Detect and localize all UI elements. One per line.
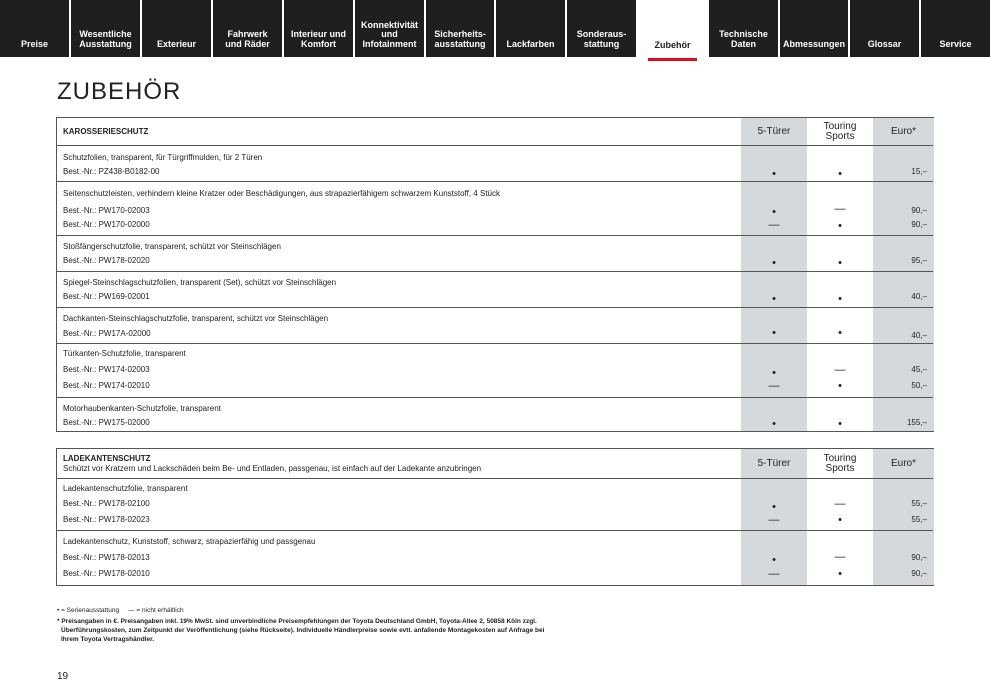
price: 90,– [911,553,927,562]
row-title [63,404,221,413]
page-number: 19 [57,671,69,682]
nav-tab-abmessungen[interactable]: Abmessungen [780,0,848,57]
price: 15,– [911,167,927,176]
product-name: Dachkanten-Steinschlagschutzfolie [63,314,188,323]
nav-tab-glossar[interactable]: Glossar [850,0,919,57]
table-header [57,449,933,479]
table-ladekantenschutz [56,448,934,586]
price-footnote-line2: Überführungskosten, zum Zeitpunkt der Veröffentlichung (siehe Rückseite). Individuelle Händlerpreise sowie evtl. anfallende Montagekosten auf Anfrage bei [61,627,545,634]
order-number: Best.-Nr.: PW178-02013 [63,553,150,562]
order-number: Best.-Nr.: PW170-02003 [63,206,150,215]
price: 45,– [911,365,927,374]
product-name: Spiegel-Steinschlagschutzfolien [63,278,176,287]
availability-touring: — [834,551,846,563]
price: 90,– [911,569,927,578]
section-heading: LADEKANTENSCHUTZ [63,454,151,463]
availability-5-tuerer: • [772,327,776,339]
availability-touring: • [838,327,842,339]
column-header-touring-sports: Touring Sports [823,452,857,474]
availability-touring: • [838,418,842,430]
order-number: Best.-Nr.: PW170-02000 [63,220,150,229]
nav-tab-konnektivitaet[interactable]: Konnektivität und Infotainment [355,0,424,57]
availability-touring: • [838,168,842,180]
availability-5-tuerer: • [772,206,776,218]
nav-tab-preise[interactable]: Preise [0,0,69,57]
availability-touring: — [834,498,846,510]
table-row [57,236,933,272]
nav-tab-sonderausstattung[interactable]: Sonderaus- stattung [567,0,636,57]
availability-touring: — [834,364,846,376]
availability-5-tuerer: — [768,514,780,526]
nav-tab-fahrwerk[interactable]: Fahrwerk und Räder [213,0,282,57]
nav-tab-wesentliche-ausstattung[interactable]: Wesentliche Ausstattung [71,0,140,57]
product-desc: , verhindern kleine Kratzer oder Beschädigungen, aus strapazierfähigem schwarzem Kunststoff, 4 Stück [131,189,500,198]
order-number: Best.-Nr.: PZ438-B0182-00 [63,167,160,176]
table-row [57,344,933,398]
product-desc: , transparent, schützt vor Steinschlägen [187,314,329,323]
nav-tab-zubehoer[interactable]: Zubehör [648,0,697,58]
nav-tab-exterieur[interactable]: Exterieur [142,0,211,57]
availability-5-tuerer: • [772,501,776,513]
legend-footnote: • = Serienausstattung — = nicht erhältlich [57,607,184,614]
product-desc: , Kunststoff, schwarz, strapazierfähig und passgenau [127,537,316,546]
column-header-touring-sports: Touring Sports [823,120,857,142]
row-title [63,242,281,251]
availability-5-tuerer: • [772,367,776,379]
table-row [57,182,933,236]
order-number: Best.-Nr.: PW174-02003 [63,365,150,374]
price: 90,– [911,220,927,229]
availability-5-tuerer: — [768,568,780,580]
product-name: Ladekantenschutz [63,537,128,546]
row-title [63,349,186,358]
price: 40,– [911,331,927,340]
product-name: Schutzfolien [63,153,107,162]
availability-5-tuerer: — [768,380,780,392]
table-row [57,531,933,585]
column-header-euro: Euro* [890,457,916,469]
page-title: ZUBEHÖR [57,78,182,105]
product-name: Stoßfängerschutzfolie [63,242,141,251]
product-desc: , transparent, für Türgriffmulden, für 2 Türen [106,153,263,162]
order-number: Best.-Nr.: PW178-02010 [63,569,150,578]
product-desc: , transparent (Set), schützt vor Steinschlägen [175,278,337,287]
column-header-euro: Euro* [890,125,916,137]
top-navigation [0,0,990,57]
nav-tab-lackfarben[interactable]: Lackfarben [496,0,565,57]
availability-touring: • [838,568,842,580]
column-header-5-tuerer: 5-Türer [757,457,791,469]
order-number: Best.-Nr.: PW178-02023 [63,515,150,524]
row-title [63,278,336,287]
order-number: Best.-Nr.: PW178-02100 [63,499,150,508]
nav-tab-interieur[interactable]: Interieur und Komfort [284,0,353,57]
availability-5-tuerer: • [772,418,776,430]
product-name: Ladekantenschutzfolie [63,484,143,493]
availability-touring: — [834,203,846,215]
row-title [63,314,328,323]
price: 55,– [911,499,927,508]
availability-touring: • [838,380,842,392]
table-row [57,308,933,344]
product-desc: , transparent [142,484,188,493]
nav-tab-service[interactable]: Service [921,0,990,57]
table-row [57,398,933,433]
product-name: Türkanten-Schutzfolie [63,349,141,358]
table-row [57,146,933,182]
column-header-5-tuerer: 5-Türer [757,125,791,137]
section-heading: KAROSSERIESCHUTZ [63,127,149,136]
availability-5-tuerer: • [772,293,776,305]
availability-touring: • [838,293,842,305]
row-title [63,484,188,493]
section-subheading: Schützt vor Kratzern und Lackschäden beim Be- und Entladen, passgenau, ist einfach auf der Ladekante anzubringen [63,464,482,473]
availability-5-tuerer: • [772,257,776,269]
availability-5-tuerer: — [768,219,780,231]
table-row [57,479,933,531]
product-desc: , transparent, schützt vor Steinschlägen [140,242,281,251]
price: 155,– [906,418,927,427]
order-number: Best.-Nr.: PW175-02000 [63,418,150,427]
row-title [63,189,500,198]
price: 40,– [911,292,927,301]
price-footnote-line3: Ihrem Toyota Vertragshändler. [61,636,155,643]
row-title [63,153,262,162]
table-header [57,118,933,146]
order-number: Best.-Nr.: PW169-02001 [63,292,150,301]
product-name: Motorhaubenkanten-Schutzfolie [63,404,176,413]
price: 50,– [911,381,927,390]
price-footnote: * Preisangaben in €. Preisangaben inkl. 19% MwSt. sind unverbindliche Preisempfehlungen der Toyota Deutschland GmbH, Toyota-Allee 2, 50858 Köln zzgl. [57,618,537,625]
availability-touring: • [838,220,842,232]
price: 55,– [911,515,927,524]
order-number: Best.-Nr.: PW174-02010 [63,381,150,390]
price: 90,– [911,206,927,215]
nav-tab-technische-daten[interactable]: Technische Daten [709,0,778,57]
nav-tab-sicherheit[interactable]: Sicherheits- ausstattung [426,0,494,57]
table-karosserieschutz [56,117,934,432]
availability-touring: • [838,514,842,526]
product-desc: , transparent [175,404,221,413]
availability-touring: • [838,257,842,269]
availability-5-tuerer: • [772,168,776,180]
table-row [57,272,933,308]
availability-5-tuerer: • [772,554,776,566]
order-number: Best.-Nr.: PW17A-02000 [63,329,151,338]
product-desc: , transparent [140,349,186,358]
order-number: Best.-Nr.: PW178-02020 [63,256,150,265]
price: 95,– [911,256,927,265]
product-name: Seitenschutzleisten [63,189,132,198]
row-title [63,537,315,546]
